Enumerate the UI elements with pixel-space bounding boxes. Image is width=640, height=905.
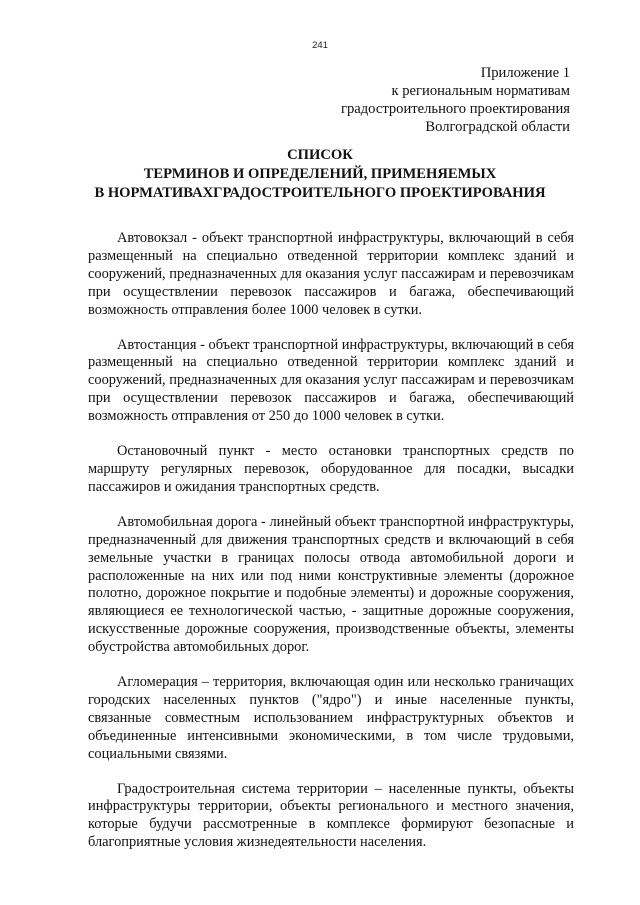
appendix-line-4: Волгоградской области <box>425 119 570 135</box>
document-title <box>60 146 580 203</box>
appendix-line-2: к региональным нормативам <box>391 83 570 99</box>
title-line-1: СПИСОК <box>287 147 353 163</box>
definition-stop-point: Остановочный пункт - место остановки транспортных средств по маршруту регулярных перевозок, оборудованное для посадки, высадки пассажиров и ожидания транспортных средств. <box>88 443 574 495</box>
definition-highway: Автомобильная дорога - линейный объект транспортной инфраструктуры, предназначенный для движения транспортных средств и включающий в себя земельные участки в границах полосы отвода автомобильной дороги и расположенные на них или под ними конструктивные элементы (дорожное полотно, дорожное покрытие и подобные элементы) и дорожные сооружения, являющиеся ее технологической частью, - защитные дорожные сооружения, искусственные дорожные сооружения, производственные объекты, элементы обустройства автомобильных дорог. <box>88 513 574 656</box>
definition-bus-station: Автостанция - объект транспортной инфраструктуры, включающий в себя размещенный на специально отведенной территории комплекс зданий и сооружений, предназначенных для оказания услуг пассажирам и перевозчикам при осуществлении перевозок пассажиров и багажа, обеспечивающий возможность отправления от 250 до 1000 человек в сутки. <box>88 336 574 425</box>
appendix-line-1: Приложение 1 <box>480 65 570 81</box>
definitions-list <box>88 230 574 869</box>
appendix-header <box>270 64 570 136</box>
definition-urban-system: Градостроительная система территории – населенные пункты, объекты инфраструктуры территории, объекты регионального и местного значения, которые будучи рассмотренные в комплексе формируют безопасные и благоприятные условия жизнедеятельности населения. <box>88 780 574 851</box>
appendix-line-3: градостроительного проектирования <box>341 101 570 117</box>
definition-agglomeration: Агломерация – территория, включающая один или несколько граничащих городских населенных пунктов ("ядро") и иные населенные пункты, связанные совместным использованием инфраструктурных объектов и объединенные интенсивными экономическими, в том числе трудовыми, социальными связями. <box>88 674 574 762</box>
title-line-3: В НОРМАТИВАХГРАДОСТРОИТЕЛЬНОГО ПРОЕКТИРОВАНИЯ <box>94 185 546 201</box>
page-number: 241 <box>312 40 328 51</box>
title-line-2: ТЕРМИНОВ И ОПРЕДЕЛЕНИЙ, ПРИМЕНЯЕМЫХ <box>143 166 497 182</box>
definition-bus-terminal: Автовокзал - объект транспортной инфраструктуры, включающий в себя размещенный на специально отведенной территории комплекс зданий и сооружений, предназначенных для оказания услуг пассажирам и перевозчикам при осуществлении перевозок пассажиров и багажа, обеспечивающий возможность отправления более 1000 человек в сутки. <box>88 230 574 318</box>
